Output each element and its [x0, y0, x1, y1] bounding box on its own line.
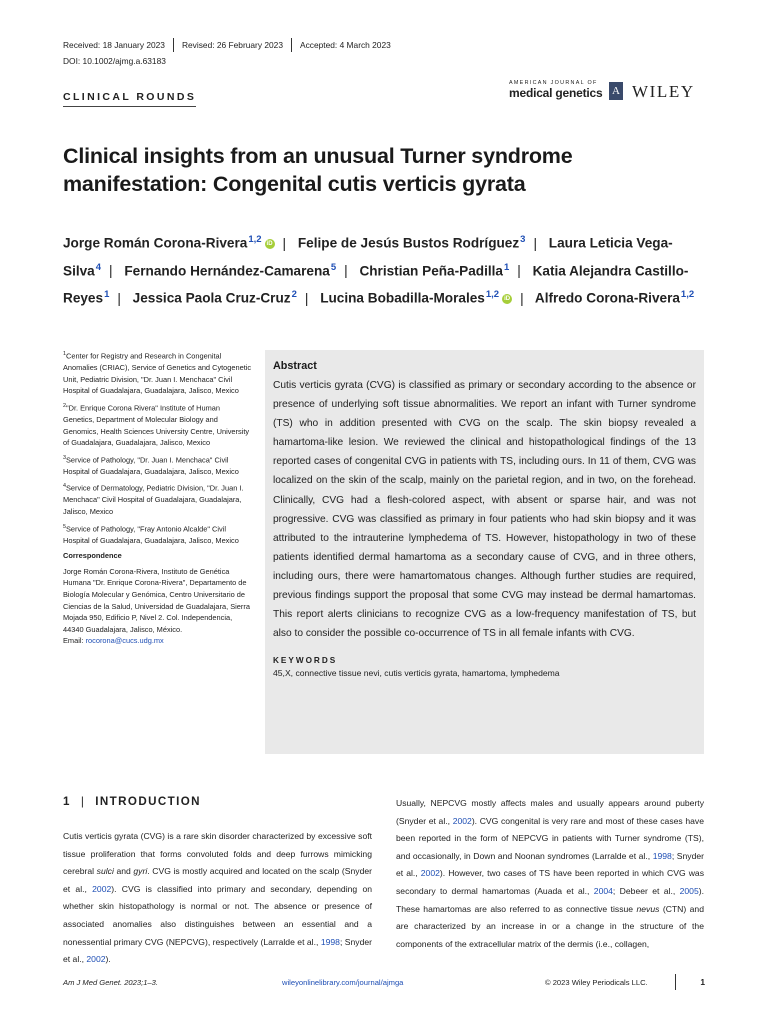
author-separator: | — [517, 263, 521, 279]
body-column-right — [396, 795, 704, 953]
author-affiliation-ref[interactable]: 3 — [520, 234, 526, 245]
body-text: and — [113, 866, 134, 877]
footer-journal-url[interactable]: wileyonlinelibrary.com/journal/ajmga — [282, 978, 404, 987]
body-text: . CVG is mostly acquired and located on the scalp (Snyder et al., — [63, 866, 372, 894]
citation-link[interactable]: 2002 — [86, 954, 106, 965]
revised-date: Revised: 26 February 2023 — [174, 38, 292, 52]
author-separator: | — [304, 290, 309, 306]
abstract-heading: Abstract — [273, 360, 317, 372]
citation-link[interactable]: 2005 — [679, 885, 699, 896]
doi[interactable]: DOI: 10.1002/ajmg.a.63183 — [63, 56, 166, 66]
orcid-icon[interactable]: iD — [504, 296, 511, 302]
author-name[interactable]: Fernando Hernández-Camarena — [124, 263, 330, 279]
correspondence-heading: Correspondence — [63, 551, 122, 561]
abstract-box — [265, 350, 704, 754]
body-text: ). CVG is classified into primary and secondary, depending on whether skin histopathology is normal or not. The absence or presence of associated anomalies also distinguishes between an essential and a nonessential primary CVG (NEPCVG), respectively (Larralde et al., — [63, 883, 372, 947]
italic-term: sulci — [96, 866, 114, 877]
email-label: Email: — [63, 636, 86, 646]
article-title: Clinical insights from an unusual Turner syndrome manifestation: Congenital cutis verticis gyrata — [63, 144, 573, 196]
affiliation-number: 3 — [63, 454, 66, 461]
author-affiliation-ref[interactable]: 1,2 — [248, 234, 262, 245]
author-name[interactable]: Laura Leticia Vega-Silva — [63, 235, 673, 279]
email-link[interactable]: rocorona@cucs.udg.mx — [85, 636, 164, 646]
affiliation-item — [63, 453, 253, 478]
section-number: 1 — [63, 795, 71, 808]
footer-citation: Am J Med Genet. 2023;1–3. — [63, 978, 158, 987]
body-text: ; Debeer et al., — [612, 885, 680, 896]
body-text: Cutis verticis gyrata (CVG) is a rare skin disorder characterized by excessive soft tissue proliferation that forms convoluted folds and deep furrows mimicking cerebral — [63, 831, 372, 877]
affiliation-text: Center for Registry and Research in Congenital Anomalies (CRIAC), Service of Genetics and Cytogenetic Unit, Pediatric Division, "Dr. Juan I. Menchaca" Civil Hospital of Guadalajara, Guadalajara, Jalisco, Mexico — [63, 351, 252, 396]
author-name[interactable]: Felipe de Jesús Bustos Rodríguez — [297, 235, 520, 251]
citation-link[interactable]: 2002 — [420, 868, 440, 879]
publisher-logo[interactable]: WILEY — [632, 82, 695, 101]
author-separator: | — [282, 235, 287, 251]
journal-logo[interactable] — [509, 80, 625, 102]
citation-link[interactable]: 2002 — [92, 883, 112, 894]
correspondence-block — [63, 566, 253, 647]
body-text: ). However, two cases of TS have been reported in which CVG was secondary to dermal hamartomas (Auada et al., — [396, 868, 704, 896]
author-affiliation-ref[interactable]: 1,2 — [680, 289, 695, 301]
received-date: Received: 18 January 2023 — [63, 38, 174, 52]
author-separator: | — [117, 290, 121, 306]
body-column-left — [63, 828, 372, 969]
affiliation-item — [63, 349, 253, 397]
author-affiliation-ref[interactable]: 4 — [95, 261, 102, 273]
section-heading-introduction — [63, 795, 201, 808]
author-affiliation-ref[interactable]: 1 — [104, 289, 110, 301]
journal-logo-top: AMERICAN JOURNAL OF — [509, 80, 598, 86]
citation-link[interactable]: 2002 — [452, 815, 472, 826]
author-separator: | — [344, 263, 348, 279]
accepted-date: Accepted: 4 March 2023 — [300, 40, 391, 50]
author-affiliation-ref[interactable]: 2 — [291, 289, 297, 301]
page-number: 1 — [675, 974, 705, 990]
affiliation-item — [63, 401, 253, 449]
affiliations — [63, 349, 253, 651]
author-name[interactable]: Alfredo Corona-Rivera — [534, 290, 680, 306]
section-title: INTRODUCTION — [95, 795, 201, 808]
journal-logo-main: medical genetics — [509, 86, 603, 100]
affiliation-text: "Dr. Enrique Corona Rivera" Institute of Human Genetics, Department of Molecular Biology and Genomics, Health Sciences University Centre, University of Guadalajara, Guadalajara, Jalisco, Mexico — [63, 403, 250, 448]
body-text: ). — [105, 954, 111, 965]
section-separator: | — [80, 795, 86, 808]
correspondence-text: Jorge Román Corona-Rivera, Instituto de Genética Humana "Dr. Enrique Corona-Rivera", Departamento de Biología Molecular y Genómica, Centro Universitario de Ciencias de la Salud, Universidad de Guadalajara, Sierra Mojada 950, Edificio P, Nivel 2. Col. Independencia, 44340 Guadalajara, Jalisco, México. — [63, 566, 250, 634]
keywords: 45,X, connective tissue nevi, cutis verticis gyrata, hamartoma, lymphedema — [273, 668, 560, 679]
author-separator: | — [533, 235, 537, 251]
citation-link[interactable]: 1998 — [652, 850, 672, 861]
article-dates — [63, 38, 399, 52]
body-text: ). CVG congenital is very rare and most of these cases have been reported in the form of NEPCVG in patients with Turner syndrome (TS), and occasionally, in Down and Noonan syndromes (Larralde et al., — [396, 815, 704, 861]
orcid-icon[interactable]: iD — [266, 240, 273, 247]
author-name[interactable]: Lucina Bobadilla-Morales — [320, 290, 485, 306]
author-separator: | — [520, 290, 524, 306]
author-name[interactable]: Jorge Román Corona-Rivera — [63, 235, 248, 251]
author-separator: | — [109, 263, 113, 279]
body-text: Usually, NEPCVG mostly affects males and usually appears around puberty (Snyder et al., — [396, 798, 704, 826]
author-affiliation-ref[interactable]: 1,2 — [485, 289, 500, 301]
author-affiliation-ref[interactable]: 1 — [503, 261, 510, 273]
italic-term: nevus — [636, 903, 660, 914]
affiliation-number: 5 — [63, 523, 66, 530]
body-text: ). These hamartomas are also referred to as connective tissue — [396, 885, 704, 914]
author-name[interactable]: Christian Peña-Padilla — [359, 263, 503, 279]
journal-logo-box: A — [609, 82, 623, 100]
affiliation-list — [63, 349, 253, 546]
affiliation-number: 2 — [63, 402, 66, 409]
author-affiliation-ref[interactable]: 5 — [330, 261, 337, 273]
affiliation-item — [63, 481, 253, 517]
keywords-heading: KEYWORDS — [273, 656, 338, 666]
affiliation-text: Service of Dermatology, Pediatric Division, "Dr. Juan I. Menchaca" Civil Hospital of Guadalajara, Guadalajara, Jalisco, Mexico — [63, 483, 244, 516]
section-label: CLINICAL ROUNDS — [63, 91, 197, 103]
body-text: ; Snyder et al., — [63, 936, 372, 965]
author-name[interactable]: Katia Alejandra Castillo-Reyes — [63, 263, 689, 306]
citation-link[interactable]: 1998 — [320, 936, 340, 947]
body-text: ; Snyder et al., — [396, 850, 704, 879]
affiliation-number: 4 — [63, 483, 66, 490]
affiliation-item — [63, 522, 253, 547]
affiliation-number: 1 — [63, 351, 66, 357]
citation-link[interactable]: 2004 — [593, 885, 613, 896]
author-name[interactable]: Jessica Paola Cruz-Cruz — [132, 290, 291, 306]
abstract-text: Cutis verticis gyrata (CVG) is classified as primary or secondary according to the absence or presence of underlying soft tissue abnormalities. We report an infant with Turner syndrome (TS) who in addition presented with CVG on the scalp. The skin biopsy revealed a hamartoma-like lesion. We reviewed the clinical and histopathological findings of the 13 reported cases of congenital CVG in patients with TS, including ours. In 11 of them, CVG was localized on the skin of the scalp, mainly on the parietal region, and in two, on the forehead. Clinically, CVG had a flesh-colored aspect, with absent or sparse hair, and was not progressive. CVG was classified as primary in four patients who had skin biopsy and it was attributed to the intrauterine lymphedema of TS. However, histopathology in two of these patients identified dermal hamartoma as a secondary cause of CVG, and in three others, including ours, there were hamartomatous changes. Although further studies are required, previous findings support the proposal that some CVG may instead be dermal hamartomas. This report alerts clinicians to recognize CVG as a low-frequency manifestation of TS, but also to consider the possible co-occurrence of TS in all female infants with CVG. — [273, 380, 696, 640]
affiliation-text: Service of Pathology, "Dr. Juan I. Menchaca" Civil Hospital of Guadalajara, Guadalajara, Jalisco, Mexico — [63, 455, 239, 476]
affiliation-text: Service of Pathology, "Fray Antonio Alcalde" Civil Hospital of Guadalajara, Guadalajara, Jalisco, Mexico — [63, 524, 239, 545]
footer-copyright: © 2023 Wiley Periodicals LLC. — [545, 978, 648, 987]
italic-term: gyri — [133, 866, 148, 877]
body-text: (CTN) and are characterized by an increase in or a change in the structure of the components of the extracellular matrix of the dermis (i.e., collagen, — [396, 903, 704, 949]
author-list — [63, 228, 723, 311]
